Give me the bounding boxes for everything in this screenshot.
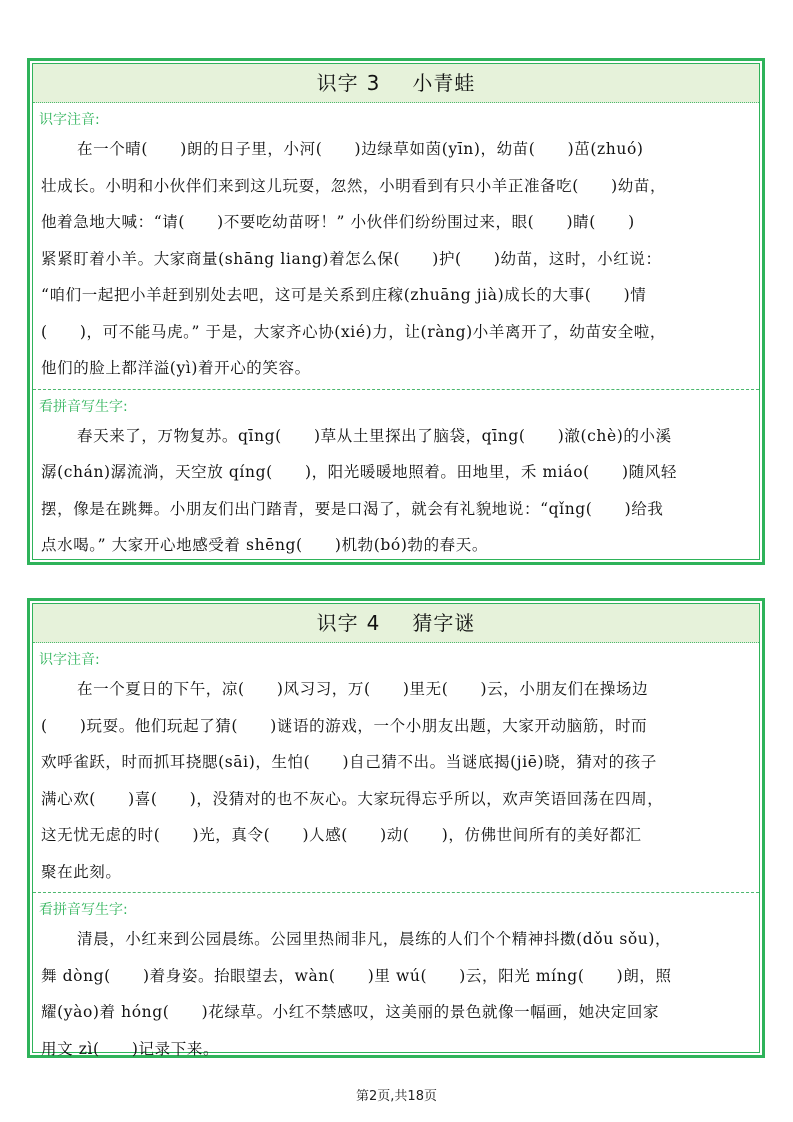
text-line: 聚在此刻。 xyxy=(41,862,122,881)
section-label-pinyin: 看拼音写生字: xyxy=(39,902,128,918)
lesson-number: 4 xyxy=(366,611,381,635)
text-line: 点水喝。” 大家开心地感受着 shēng( )机勃(bó)勃的春天。 xyxy=(41,536,488,554)
text-line: 在一个晴( )朗的日子里，小河( )边绿草如茵(yīn)，幼苗( )茁(zhuó) xyxy=(77,140,644,158)
text-line: 用文 zì( )记录下来。 xyxy=(41,1039,220,1058)
text-line: 耀(yào)着 hóng( )花绿草。小红不禁感叹，这美丽的景色就像一幅画，她决定回家 xyxy=(41,1003,660,1021)
text-line: 清晨，小红来到公园晨练。公园里热闹非凡，晨练的人们个个精神抖擞(dǒu sǒu)， xyxy=(77,930,672,948)
lesson-prefix: 识字 xyxy=(316,71,359,95)
lesson-card-3-inner xyxy=(32,63,760,560)
annotate-paragraph xyxy=(33,671,759,890)
lesson-name: 猜字谜 xyxy=(412,611,476,635)
text-line: 壮成长。小明和小伙伴们来到这儿玩耍，忽然，小明看到有只小羊正准备吃( )幼苗， xyxy=(41,176,667,195)
lesson-title xyxy=(33,604,759,643)
annotate-paragraph xyxy=(33,131,759,387)
lesson-number: 3 xyxy=(366,71,381,95)
text-line: 满心欢( )喜( )，没猜对的也不灰心。大家玩得忘乎所以，欢声笑语回荡在四周， xyxy=(41,789,664,808)
lesson-card-4-inner xyxy=(32,603,760,1058)
text-line: 这无忧无虑的时( )光，真令( )人感( )动( )，仿佛世间所有的美好都汇 xyxy=(41,826,642,844)
text-line: 紧紧盯着小羊。大家商量(shāng liang)着怎么保( )护( )幼苗，这时，小红说： xyxy=(41,249,662,268)
lesson-name: 小青蛙 xyxy=(412,71,476,95)
page-indicator: 第2页,共18页 xyxy=(356,1089,437,1104)
section-label-annotate: 识字注音: xyxy=(39,112,100,128)
section-label-pinyin: 看拼音写生字: xyxy=(39,398,128,415)
text-line: 摆，像是在跳舞。小朋友们出门踏青，要是口渴了，就会有礼貌地说：“qǐng( )给我 xyxy=(41,499,664,518)
text-line: 舞 dòng( )着身姿。抬眼望去，wàn( )里 wú( )云，阳光 míng( )朗，照 xyxy=(41,966,672,985)
lesson-prefix: 识字 xyxy=(316,611,359,635)
text-line: ( )，可不能马虎。” 于是，大家齐心协(xié)力，让(ràng)小羊离开了，幼苗安全啦， xyxy=(41,322,667,341)
lesson-title xyxy=(33,64,759,103)
text-line: 他着急地大喊：“请( )不要吃幼苗呀！” 小伙伴们纷纷围过来，眼( )睛( ) xyxy=(41,213,635,231)
pinyin-paragraph xyxy=(33,921,759,1067)
lesson-card-4 xyxy=(27,598,765,1058)
text-line: 欢呼雀跃，时而抓耳挠腮(sāi)，生怕( )自己猜不出。当谜底揭(jiē)晓，猜对的孩子 xyxy=(41,753,657,771)
text-line: 他们的脸上都洋溢(yì)着开心的笑容。 xyxy=(41,359,311,377)
pinyin-paragraph xyxy=(33,418,759,564)
lesson-card-3 xyxy=(27,58,765,565)
section-label-annotate: 识字注音: xyxy=(39,652,100,668)
text-line: 潺(chán)潺流淌，天空放 qíng( )，阳光暖暖地照着。田地里，禾 miáo( )随风轻 xyxy=(41,463,677,481)
text-line: “咱们一起把小羊赶到别处去吧，这可是关系到庄稼(zhuāng jià)成长的大事( )情 xyxy=(41,286,647,304)
text-line: 在一个夏日的下午，凉( )风习习，万( )里无( )云，小朋友们在操场边 xyxy=(77,680,649,698)
text-line: ( )玩耍。他们玩起了猜( )谜语的游戏，一个小朋友出题，大家开动脑筋，时而 xyxy=(41,716,648,735)
text-line: 春天来了，万物复苏。qīng( )草从土里探出了脑袋，qīng( )澈(chè)的小溪 xyxy=(77,426,672,445)
